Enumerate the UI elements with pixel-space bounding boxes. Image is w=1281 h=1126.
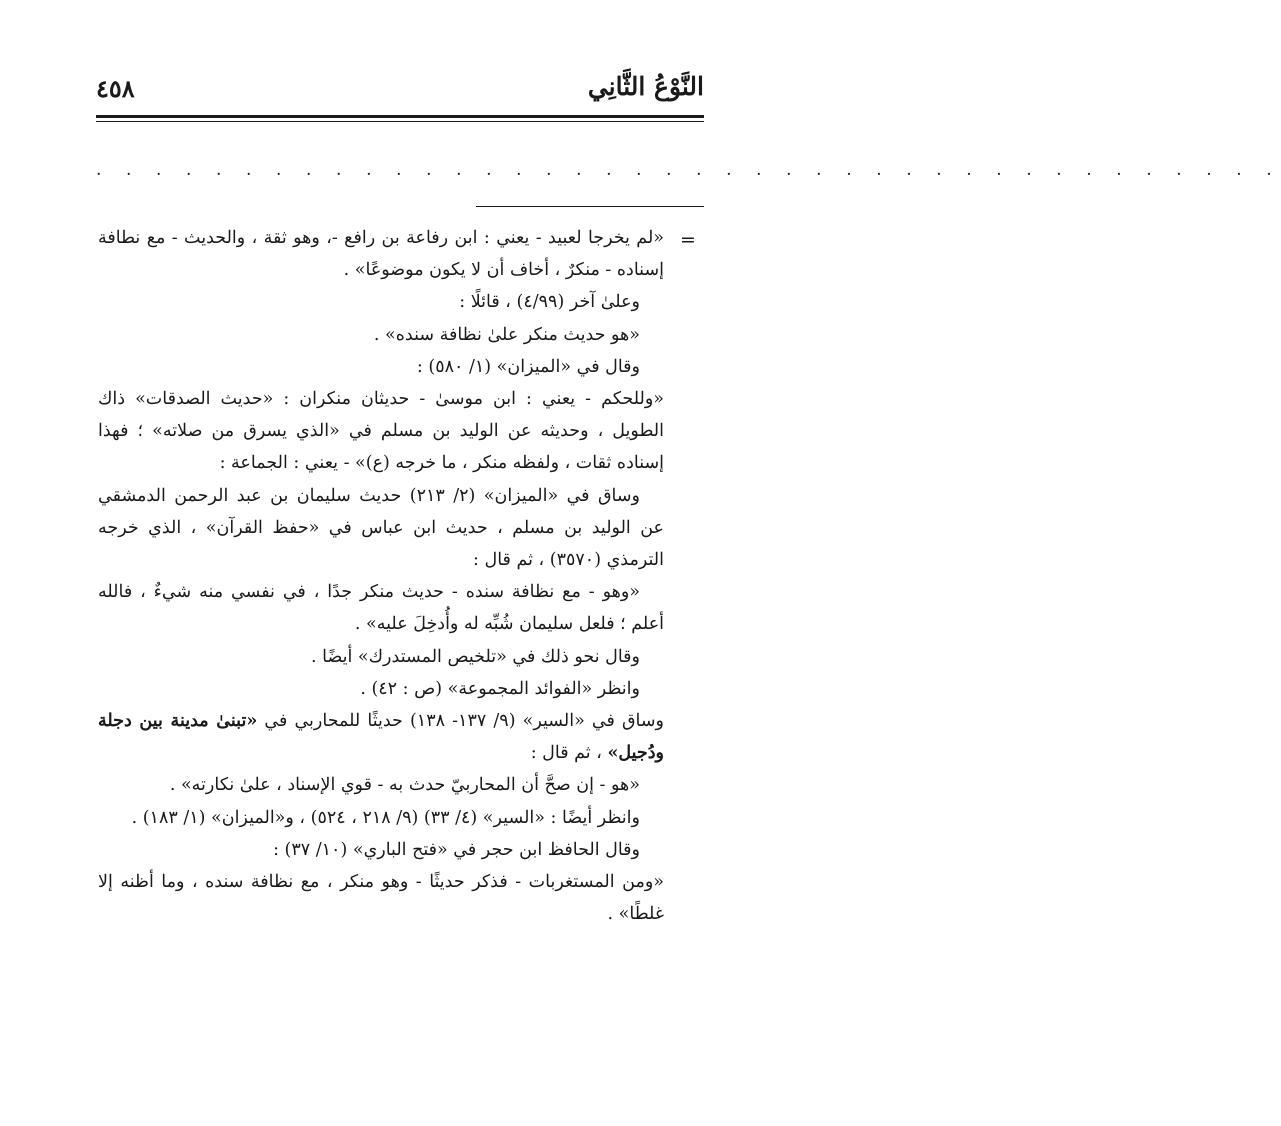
header-rule-thick: [96, 115, 704, 118]
footnote-separator: [476, 206, 704, 207]
emphasized-title: «تبنىٰ مدينة بين دجلة ودُجيل»: [98, 711, 664, 764]
paragraph: «ومن المستغربات - فذكر حديثًا - وهو منكر ، مع نظافة سنده ، وما أظنه إلا غلطًا» .: [98, 872, 664, 925]
footnote-text: [98, 222, 664, 930]
paragraph: «وللحكم - يعني : ابن موسىٰ - حديثان منكران : «حديث الصدقات» ذاك الطويل ، وحديثه عن الوليد بن مسلم في «الذي يسرق من صلاته» ؛ فهذا إسناده ثقات ، ولفظه منكر ، ما خرجه (ع)» - يعني : الجماعة :: [98, 389, 664, 474]
paragraph: «لم يخرجا لعبيد - يعني : ابن رفاعة بن رافع -، وهو ثقة ، والحديث - مع نطافة إسناده - منكرٌ ، أخاف أن لا يكون موضوعًا» .: [98, 228, 664, 281]
paragraph: وقال نحو ذلك في «تلخيص المستدرك» أيضًا .: [311, 646, 640, 667]
paragraph: وعلىٰ آخر (٤/٩٩) ، قائلًا :: [459, 292, 640, 313]
ellipsis-dots: . . . . . . . . . . . . . . . . . . . . . . . . . . . . . . . . . . . . . . . .: [96, 160, 1281, 180]
header-rule-thin: [96, 121, 704, 122]
paragraph: وانظر «الفوائد المجموعة» (ص : ٤٢) .: [360, 678, 640, 699]
paragraph-text: ، ثم قال :: [530, 743, 608, 764]
running-header: [96, 70, 704, 114]
page-number: ٤٥٨: [96, 74, 135, 103]
paragraph: وانظر أيضًا : «السير» (٤/ ٣٣) (٩/ ٢١٨ ، ٥٢٤) ، و«الميزان» (١/ ١٨٣) .: [131, 807, 640, 828]
paragraph: وساق في «الميزان» (٢/ ٢١٣) حديث سليمان بن عبد الرحمن الدمشقي عن الوليد بن مسلم ، حديث ابن عباس في «حفظ القرآن» ، الذي خرجه الترمذي (٣٥٧٠) ، ثم قال :: [98, 485, 664, 571]
paragraph-text: وساق في «السير» (٩/ ١٣٧- ١٣٨) حديثًا للمحاربي في: [257, 711, 665, 732]
paragraph: «هو حديث منكر علىٰ نظافة سنده» .: [373, 324, 640, 345]
paragraph: [98, 705, 664, 769]
paragraph: «هو - إن صحَّ أن المحاربيّ حدث به - قوي الإسناد ، علىٰ نكارته» .: [169, 775, 640, 796]
chapter-title: النَّوْعُ الثَّانِي: [587, 72, 704, 101]
paragraph: وقال في «الميزان» (١/ ٥٨٠) :: [416, 356, 640, 377]
paragraph: وقال الحافظ ابن حجر في «فتح الباري» (١٠/ ٣٧) :: [273, 839, 640, 860]
paragraph: «وهو - مع نظافة سنده - حديث منكر جدًا ، في نفسي منه شيءٌ ، فالله أعلم ؛ فلعل سليمان شُبِّه له وأُدخِلَ عليه» .: [98, 582, 664, 635]
continuation-mark: =: [680, 229, 696, 251]
